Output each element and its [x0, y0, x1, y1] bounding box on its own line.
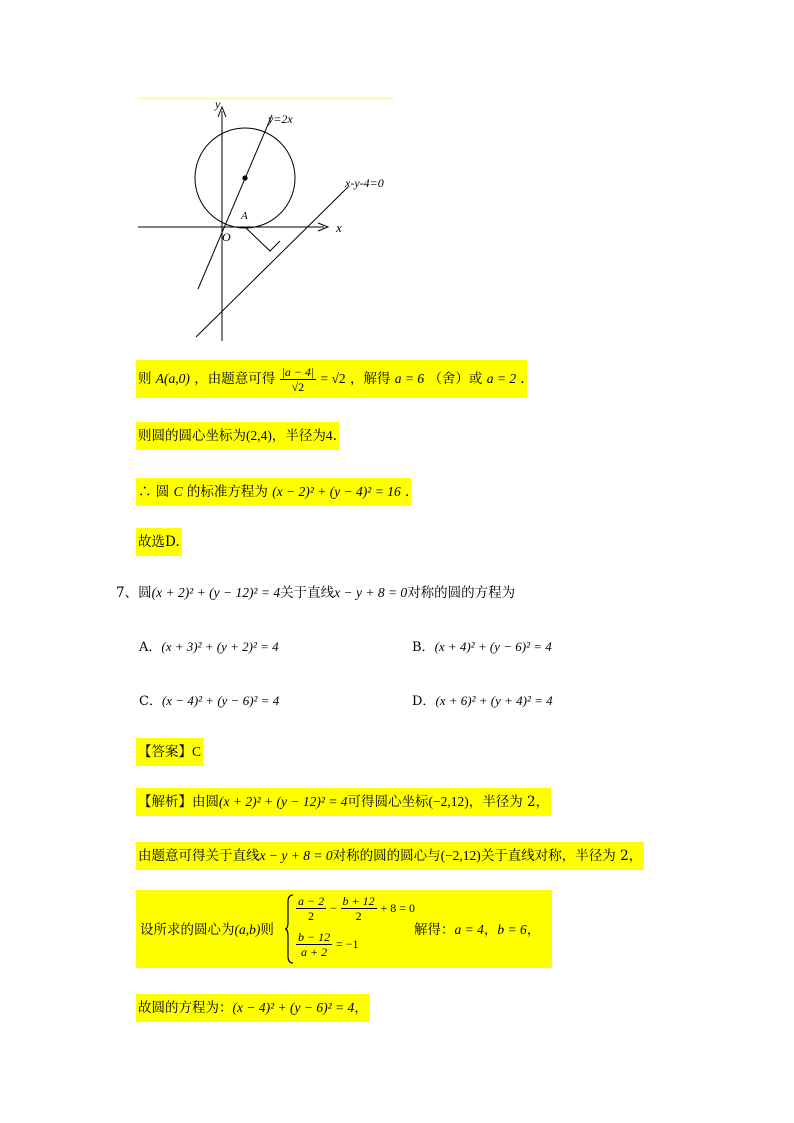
option-value: (x + 6)² + (y + 4)² = 4: [435, 693, 553, 708]
answer-label: 【答案】: [138, 744, 192, 760]
equation-tail: + 8 = 0: [380, 901, 416, 915]
option-value: (x + 3)² + (y + 2)² = 4: [161, 639, 279, 654]
solution-line-1: [136, 360, 527, 398]
option-b[interactable]: [412, 636, 552, 655]
punctuation: ，: [483, 922, 498, 938]
perpendicular-segment: [245, 227, 280, 251]
line-label-y-2x: y=2x: [268, 112, 293, 126]
punctuation: .: [332, 428, 337, 444]
circle-name: C: [173, 484, 183, 499]
figure-container: [138, 98, 394, 343]
answer-value: C: [192, 744, 202, 759]
center-coordinates: (2,4): [246, 428, 272, 443]
punctuation: .: [520, 371, 525, 387]
value: b = 6: [497, 922, 527, 937]
option-label: B．: [412, 640, 435, 655]
line-x-y-4: [196, 187, 348, 337]
equation: x − y + 8 = 0: [259, 848, 333, 863]
option-c[interactable]: [139, 690, 279, 709]
geometry-figure: [138, 99, 394, 343]
text: ，由题意可得: [194, 371, 276, 387]
analysis-line-2: [136, 842, 644, 870]
text: 则: [260, 922, 274, 938]
fraction: [341, 894, 377, 923]
punctuation: ，: [526, 922, 541, 938]
text: 故选D.: [138, 534, 180, 550]
center-coordinates: (−2,12): [428, 794, 469, 809]
solution-result: [414, 918, 540, 938]
fraction-numerator: b − 12: [298, 930, 331, 944]
equation-tail: = −1: [335, 937, 359, 951]
option-label: D．: [412, 694, 436, 709]
fraction: [296, 894, 326, 923]
value: a = 6: [394, 371, 425, 386]
equation: x − y + 8 = 0: [334, 585, 408, 600]
line-label-x-y-4: x-y-4=0: [345, 176, 384, 190]
operator: −: [329, 901, 337, 915]
fraction-numerator: a − 2: [298, 894, 325, 908]
text: 可得圆心坐标: [347, 794, 429, 810]
radius-value: 4: [325, 428, 333, 443]
fraction-denominator: a + 2: [301, 945, 328, 959]
equation: (x − 2)² + (y − 4)² = 16: [272, 484, 401, 499]
option-value: (x − 4)² + (y − 6)² = 4: [161, 693, 280, 708]
solution-line-4: [136, 528, 182, 556]
center-variables: (a,b): [234, 922, 261, 937]
text: 对称的圆的圆心与: [332, 848, 441, 864]
origin-label: O: [222, 230, 231, 244]
equation: (x − 4)² + (y − 6)² = 4: [232, 1000, 355, 1015]
text: 故圆的方程为：: [138, 1000, 233, 1016]
punctuation: .: [405, 484, 410, 500]
punctuation: ，: [354, 1000, 368, 1016]
value: a = 2: [486, 371, 517, 386]
text: [140, 918, 274, 938]
analysis-label: 【解析】: [138, 794, 192, 810]
point-a-label: A: [241, 210, 248, 222]
equation: = √2: [320, 371, 346, 386]
equation: (x + 2)² + (y − 12)² = 4: [151, 585, 281, 600]
text: 则: [138, 371, 152, 387]
text: 由题意可得关于直线: [138, 848, 260, 864]
analysis-line-4: [136, 994, 370, 1022]
option-label: C．: [139, 694, 162, 709]
option-d[interactable]: [412, 690, 553, 709]
text: ，半径为 2，: [468, 794, 550, 810]
system-equation-2: [296, 930, 358, 959]
text: 解得：: [414, 922, 455, 938]
option-value: (x + 4)² + (y − 6)² = 4: [434, 639, 552, 654]
fraction: [296, 930, 332, 959]
fraction: [280, 365, 317, 394]
text: ，半径为: [271, 428, 326, 444]
analysis-line-3: [136, 890, 552, 968]
text: 关于直线: [280, 585, 335, 601]
question-7-stem: [114, 579, 517, 607]
center-coordinates: (−2,12): [440, 848, 481, 863]
option-label: A．: [139, 640, 162, 655]
question-number: 7、: [116, 585, 139, 601]
fraction-numerator: |a − 4|: [281, 365, 315, 379]
analysis-line-1: [136, 788, 551, 816]
text: 对称的圆的方程为: [407, 585, 516, 601]
text: 设所求的圆心为: [140, 922, 235, 938]
brace-icon: [284, 894, 294, 964]
solution-line-3: [136, 478, 411, 506]
option-a[interactable]: [139, 636, 279, 655]
text: ∴ 圆: [138, 484, 170, 500]
y-axis-label: y: [215, 99, 221, 111]
equation: (x + 2)² + (y − 12)² = 4: [219, 794, 348, 809]
answer-line: [136, 738, 203, 766]
line-y-2x: [198, 115, 272, 289]
text: 圆: [138, 585, 152, 601]
point-a: A(a,0): [155, 371, 190, 386]
x-axis-label: x: [336, 220, 342, 235]
fraction-denominator: √2: [291, 380, 305, 394]
fraction-numerator: b + 12: [342, 894, 375, 908]
text: （舍）或: [428, 371, 483, 387]
text: 关于直线对称，半径为 2，: [480, 848, 643, 864]
text: ，解得: [349, 371, 391, 387]
fraction-denominator: 2: [308, 909, 315, 923]
text: 的标准方程为: [186, 484, 268, 500]
fraction-denominator: 2: [355, 909, 362, 923]
text: 则圆的圆心坐标为: [138, 428, 246, 444]
value: a = 4: [454, 922, 484, 937]
solution-line-2: [136, 422, 339, 450]
text: 由圆: [192, 794, 219, 810]
system-equation-1: [296, 894, 415, 923]
